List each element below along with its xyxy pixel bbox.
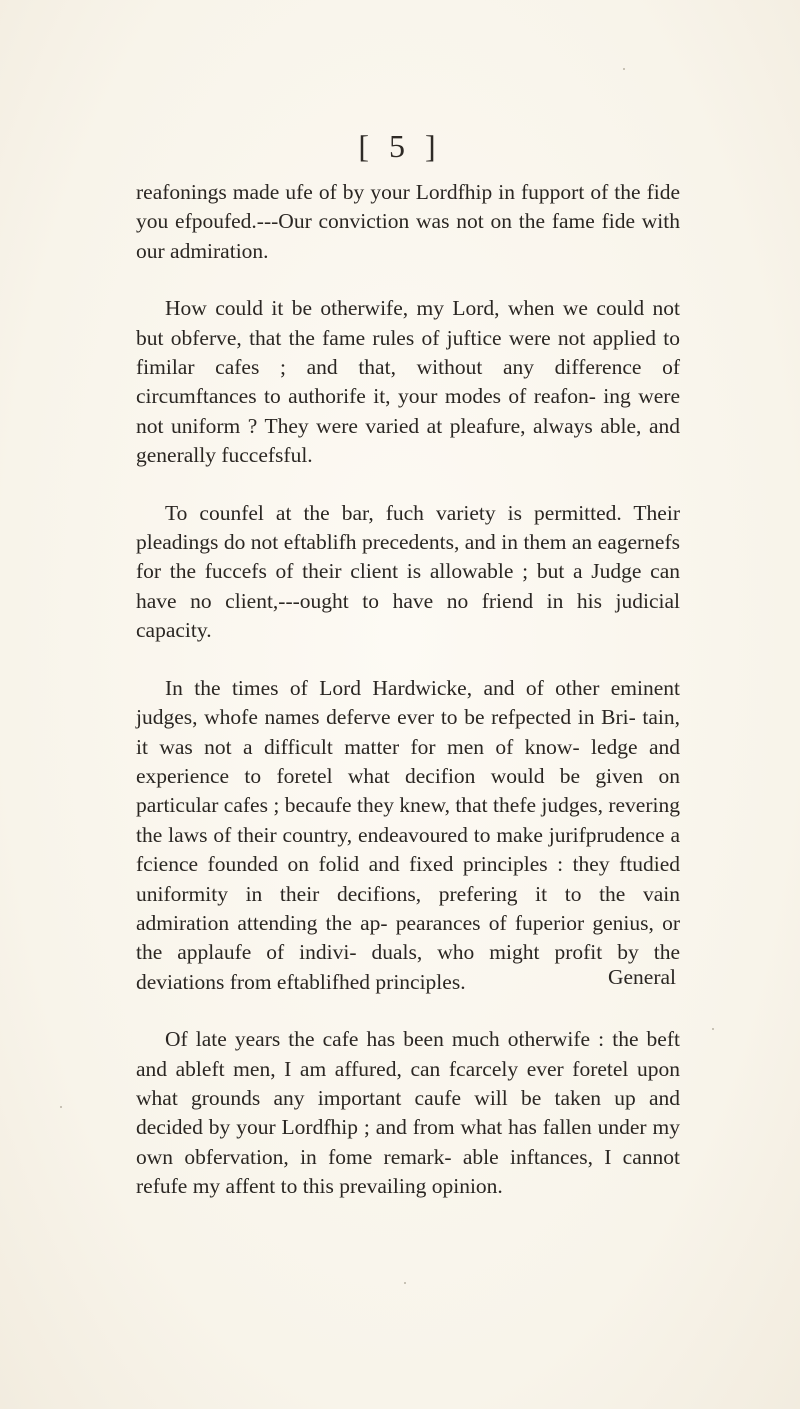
paragraph-3: To counfel at the bar, fuch variety is permitted. Their pleadings do not eftablifh precedents, and in them an eagernefs for the fuccefs of their client is allowable ; but a Judge can have no client,---ought to have no friend in his judicial capacity.: [136, 500, 680, 643]
paragraph-5: Of late years the cafe has been much otherwife : the beft and ableft men, I am affured, can fcarcely ever foretel upon what grounds any important caufe will be taken up and decided by your Lordfhip ; and from what has fallen under my own obfervation, in fome remark- able inftances, I cannot refufe my affent to this prevailing opinion.: [136, 1027, 680, 1199]
page-number: [ 5 ]: [358, 128, 442, 164]
paper-speck: [623, 68, 625, 70]
paragraph-1: reafonings made ufe of by your Lordfhip in fupport of the fide you efpoufed.---Our conviction was not on the fame fide with our admiration.: [136, 180, 680, 263]
catchword: General: [607, 965, 676, 989]
paper-speck: [404, 1282, 406, 1284]
paper-speck: [60, 1106, 62, 1108]
body-text: [136, 178, 680, 1230]
paper-speck: [712, 1028, 714, 1030]
paragraph-2: How could it be otherwife, my Lord, when we could not but obferve, that the fame rules of juftice were not applied to fimilar cafes ; and that, without any difference of circumftances to authorife it, your modes of reafon- ing were not uniform ? They were varied at pleafure, always able, and generally fuccefsful.: [136, 296, 680, 468]
paragraph-4: In the times of Lord Hardwicke, and of other eminent judges, whofe names deferve ever to be refpected in Bri- tain, it was not a difficult matter for men of know- ledge and experience to foretel what decifion would be given on particular cafes ; becaufe they knew, that thefe judges, revering the laws of their country, endeavoured to make jurifprudence a fcience founded on folid and fixed principles : they ftudied uniformity in their decifions, prefering it to the vain admiration attending the ap- pearances of fuperior genius, or the applaufe of indivi- duals, who might profit by the deviations from eftablifhed principles.: [136, 675, 680, 994]
